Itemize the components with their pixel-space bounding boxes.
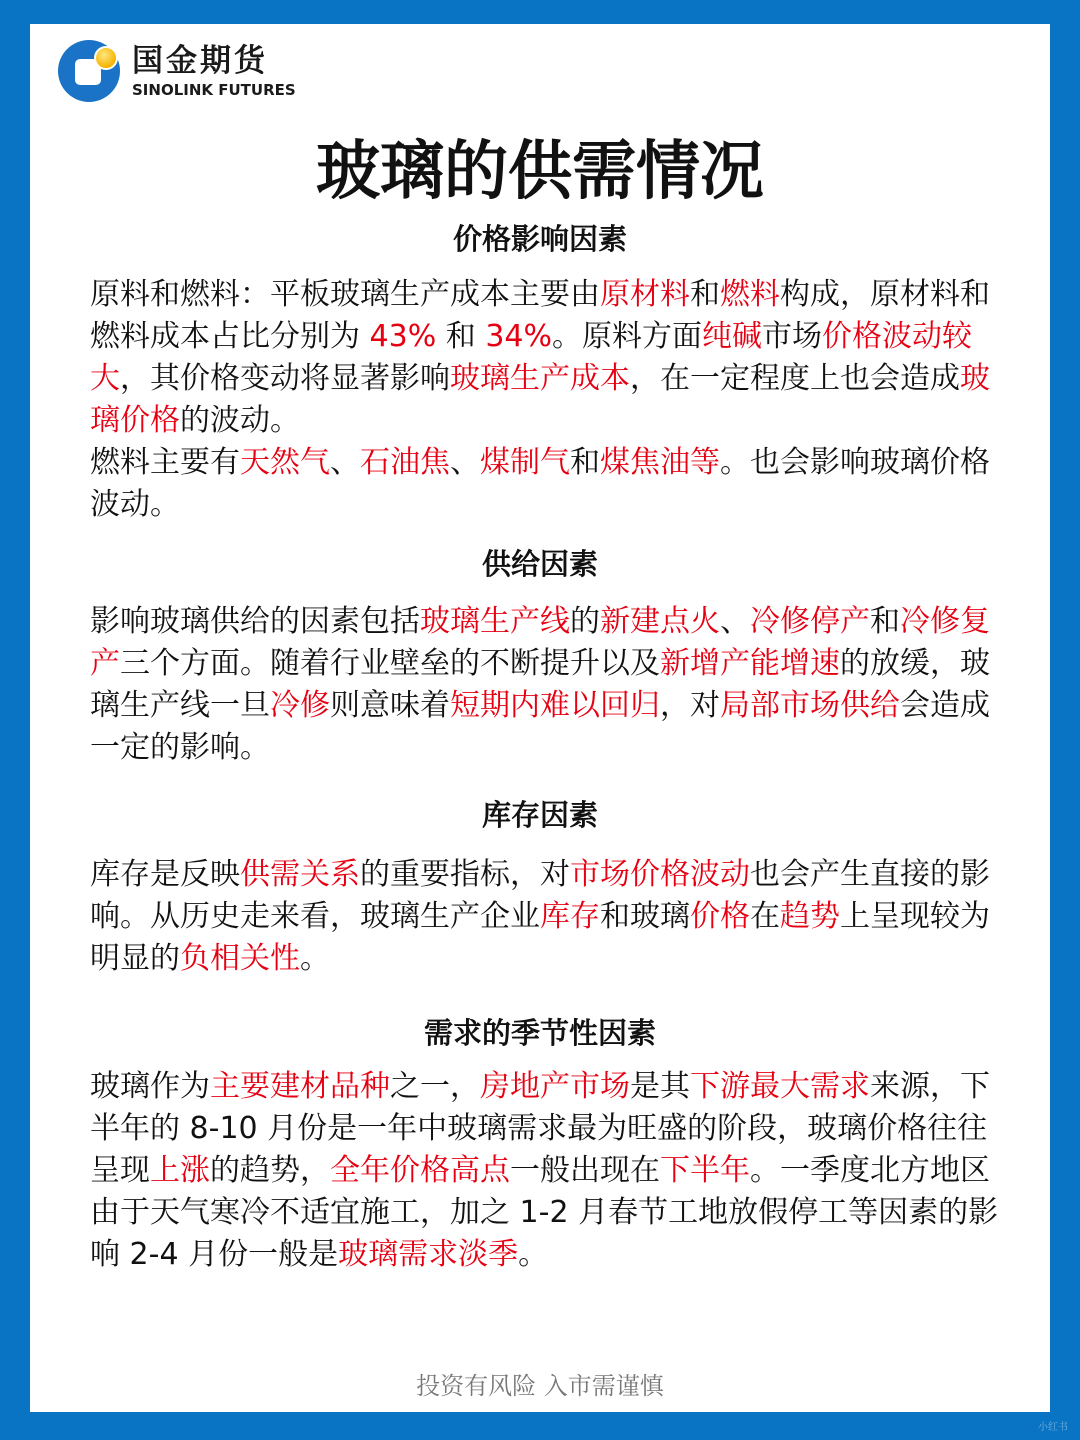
body-text: 会造成一定的影响。 xyxy=(90,688,990,765)
highlighted-term: 下游最大需求 xyxy=(690,1069,870,1104)
body-text: 市场 xyxy=(762,319,822,354)
highlighted-term: 纯碱 xyxy=(702,319,762,354)
highlighted-term: 原材料 xyxy=(600,277,690,312)
brand-logo xyxy=(58,40,296,102)
highlighted-term: 价格波动较大 xyxy=(90,319,972,396)
body-text: 、 xyxy=(450,445,480,480)
body-text: 影响玻璃供给的因素包括 xyxy=(90,604,420,639)
body-text: 、 xyxy=(330,445,360,480)
section-paragraph xyxy=(90,274,1000,442)
body-text: 一般出现在 xyxy=(510,1153,660,1188)
highlighted-term: 冷修停产 xyxy=(750,604,870,639)
highlighted-term: 煤焦油等 xyxy=(600,445,720,480)
body-text: ，对 xyxy=(660,688,720,723)
body-text: 。 xyxy=(518,1237,549,1272)
highlighted-term: 局部市场供给 xyxy=(720,688,900,723)
highlighted-term: 市场价格波动 xyxy=(570,857,750,892)
section-heading-price: 价格影响因素 xyxy=(452,222,627,256)
highlighted-term: 玻璃价格 xyxy=(90,361,990,438)
highlighted-term: 价格 xyxy=(690,899,750,934)
highlighted-term: 新建点火 xyxy=(600,604,720,639)
body-text: 。原料方面 xyxy=(552,319,702,354)
body-text: 是其 xyxy=(630,1069,690,1104)
highlighted-term: 冷修复产 xyxy=(90,604,990,681)
highlighted-term: 趋势 xyxy=(780,899,840,934)
body-text: 和 xyxy=(870,604,900,639)
section-heading-inventory: 库存因素 xyxy=(481,798,598,832)
body-text: 的 xyxy=(570,604,600,639)
highlighted-term: 煤制气 xyxy=(480,445,570,480)
body-text: 燃料主要有 xyxy=(90,445,240,480)
body-text: 在 xyxy=(750,899,780,934)
body-text: 来源，下半年的 8-10 月份是一年中玻璃需求最为旺盛的阶段，玻璃价格往往呈现 xyxy=(90,1069,990,1188)
body-text: 原料和燃料：平板玻璃生产成本主要由 xyxy=(90,277,600,312)
watermark: 小红书 xyxy=(1038,1422,1068,1433)
highlighted-term: 玻璃生产成本 xyxy=(450,361,630,396)
highlighted-term: 燃料 xyxy=(720,277,780,312)
highlighted-term: 石油焦 xyxy=(360,445,450,480)
body-text: 和 xyxy=(690,277,720,312)
highlighted-term: 43% xyxy=(369,319,437,354)
highlighted-term: 新增产能增速 xyxy=(660,646,840,681)
body-text: 则意味着 xyxy=(330,688,450,723)
section-paragraph xyxy=(90,601,1000,769)
highlighted-term: 全年价格高点 xyxy=(330,1153,510,1188)
body-text: 玻璃作为 xyxy=(90,1069,210,1104)
body-text: 的趋势， xyxy=(210,1153,330,1188)
body-text: 。 xyxy=(300,941,330,976)
section-heading-seasonal-demand: 需求的季节性因素 xyxy=(423,1016,656,1050)
highlighted-term: 34% xyxy=(485,319,552,354)
brand-name-cn: 国金期货 xyxy=(132,43,268,79)
highlighted-term: 房地产市场 xyxy=(480,1069,630,1104)
risk-disclaimer: 投资有风险 入市需谨慎 xyxy=(416,1372,664,1400)
page-title: 玻璃的供需情况 xyxy=(316,135,764,209)
highlighted-term: 玻璃需求淡季 xyxy=(338,1237,519,1272)
body-text: 。也会影响玻璃价格波动。 xyxy=(90,445,990,522)
section-heading-supply: 供给因素 xyxy=(481,547,598,581)
section-paragraph xyxy=(90,1066,1000,1276)
section-paragraph xyxy=(90,854,1000,980)
body-text: 。一季度北方地区由于天气寒冷不适宜施工，加之 1-2 月春节工地放假停工等因素的影响 2-4 月份一般是 xyxy=(90,1153,999,1272)
highlighted-term: 下半年 xyxy=(660,1153,750,1188)
body-text: 之一， xyxy=(390,1069,480,1104)
brand-name-en: SINOLINK FUTURES xyxy=(132,81,296,99)
body-text: 和 xyxy=(436,319,486,354)
body-text: 上呈现较为明显的 xyxy=(90,899,990,976)
body-text: 的重要指标，对 xyxy=(360,857,570,892)
highlighted-term: 主要建材品种 xyxy=(210,1069,390,1104)
highlighted-term: 负相关性 xyxy=(180,941,300,976)
body-text: 和 xyxy=(570,445,600,480)
section-paragraph xyxy=(90,442,1000,526)
highlighted-term: 冷修 xyxy=(270,688,330,723)
highlighted-term: 短期内难以回归 xyxy=(450,688,660,723)
highlighted-term: 玻璃生产线 xyxy=(420,604,570,639)
highlighted-term: 天然气 xyxy=(240,445,330,480)
highlighted-term: 上涨 xyxy=(150,1153,210,1188)
highlighted-term: 库存 xyxy=(540,899,600,934)
body-text: 、 xyxy=(720,604,750,639)
body-text: 库存是反映 xyxy=(90,857,240,892)
body-text: 的放缓，玻璃生产线一旦 xyxy=(90,646,990,723)
body-text: 三个方面。随着行业壁垒的不断提升以及 xyxy=(120,646,660,681)
body-text: 构成，原材料和燃料成本占比分别为 xyxy=(90,277,990,354)
body-text: ，其价格变动将显著影响 xyxy=(120,361,450,396)
body-text: 的波动。 xyxy=(180,403,300,438)
highlighted-term: 供需关系 xyxy=(240,857,360,892)
body-text: 也会产生直接的影响。从历史走来看，玻璃生产企业 xyxy=(90,857,990,934)
body-text: 和玻璃 xyxy=(600,899,690,934)
sinolink-logo-icon xyxy=(58,40,120,102)
body-text: ，在一定程度上也会造成 xyxy=(630,361,960,396)
